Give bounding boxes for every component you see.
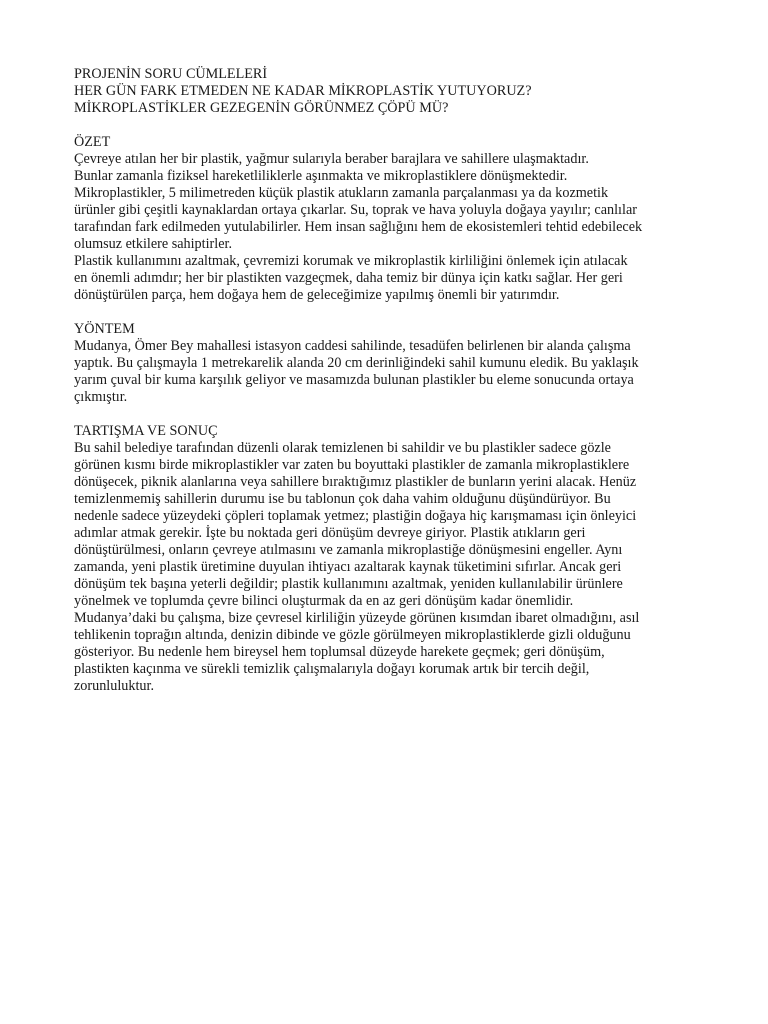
tartisma-section [74, 423, 694, 695]
paragraph-gap [74, 406, 694, 423]
body-line: Bu sahil belediye tarafından düzenli olarak temizlenen bi sahildir ve bu plastikler sadece gözle [74, 440, 611, 456]
body-line: zorunluluktur. [74, 678, 154, 694]
yontem-section [74, 321, 694, 406]
body-line: zamanda, yeni plastik üretimine duyulan ihtiyacı azaltarak kaynak tüketimini sıfırlar. Ancak geri [74, 559, 622, 575]
body-line: adımlar atmak gerekir. İşte bu noktada geri dönüşüm devreye giriyor. Plastik atıkların geri [74, 525, 586, 541]
body-line: dönüştürülmesi, onların çevreye atılmasını ve zamanla mikroplastiğe dönüşmesini engeller. Aynı [74, 542, 623, 558]
body-line: dönüşüm tek başına yeterli değildir; plastik kullanımını azaltmak, yeniden kullanılabilir ürünlere [74, 576, 623, 592]
body-line: Bunlar zamanla fiziksel hareketliliklerle aşınmakta ve mikroplastiklere dönüşmektedir. [74, 168, 568, 184]
body-line: çıkmıştır. [74, 389, 128, 405]
body-line: yarım çuval bir kuma karşılık geliyor ve masamızda bulunan plastikler bu eleme sonucunda ortaya [74, 372, 634, 388]
body-line: tehlikenin toprağın altında, denizin dibinde ve gözle görülmeyen mikroplastiklerde gizli olduğunu [74, 627, 631, 643]
header-line: HER GÜN FARK ETMEDEN NE KADAR MİKROPLASTİK YUTUYORUZ? [74, 83, 532, 99]
body-line: gösteriyor. Bu nedenle hem bireysel hem toplumsal düzeyde harekete geçmek; geri dönüşüm, [74, 644, 605, 660]
document-page [74, 66, 694, 695]
section-heading: YÖNTEM [74, 321, 135, 337]
body-line: nedenle sadece yüzeydeki çöpleri toplamak yetmez; plastiğin doğaya hiç karışmaması için önleyici [74, 508, 637, 524]
body-line: Mudanya’daki bu çalışma, bize çevresel kirliliğin yüzeyde görünen kısımdan ibaret olmadığını, asıl [74, 610, 640, 626]
section-heading: ÖZET [74, 134, 111, 150]
body-line: temizlenmemiş sahillerin durumu ise bu tablonun çok daha vahim olduğunu düşündürüyor. Bu [74, 491, 611, 507]
ozet-section [74, 134, 694, 304]
paragraph-gap [74, 304, 694, 321]
body-line: Mikroplastikler, 5 milimetreden küçük plastik atukların zamanla parçalanması ya da kozmetik [74, 185, 609, 201]
body-line: ürünler gibi çeşitli kaynaklardan ortaya çıkarlar. Su, toprak ve hava yoluyla doğaya yayılır; canlılar [74, 202, 637, 218]
header-line: PROJENİN SORU CÜMLELERİ [74, 66, 268, 82]
body-line: Çevreye atılan her bir plastik, yağmur sularıyla beraber barajlara ve sahillere ulaşmaktadır. [74, 151, 589, 167]
body-line: yaptık. Bu çalışmayla 1 metrekarelik alanda 20 cm derinliğindeki sahil kumunu eledik. Bu yaklaşık [74, 355, 639, 371]
body-line: dönüştürülen parça, hem doğaya hem de geleceğimize yapılmış önemli bir yatırımdır. [74, 287, 560, 303]
body-line: plastikten kaçınma ve sürekli temizlik çalışmalarıyla doğayı korumak artık bir tercih değil, [74, 661, 590, 677]
body-line: yönelmek ve toplumda çevre bilinci oluşturmak da en az geri dönüşüm kadar önemlidir. [74, 593, 574, 609]
body-line: görünen kısmı birde mikroplastikler var zaten bu boyuttaki plastikler de zamanla mikroplastiklere [74, 457, 630, 473]
body-line: tarafından fark edilmeden yutulabilirler. Hem insan sağlığını hem de ekosistemleri tehtid edebilecek [74, 219, 643, 235]
header-line: MİKROPLASTİKLER GEZEGENİN GÖRÜNMEZ ÇÖPÜ MÜ? [74, 100, 449, 116]
body-line: dönüşecek, piknik alanlarına veya sahillere bıraktığımız plastikler de bunların yerini alacak. Henüz [74, 474, 637, 490]
project-questions-header [74, 66, 694, 117]
paragraph-gap [74, 117, 694, 134]
body-line: olumsuz etkilere sahiptirler. [74, 236, 232, 252]
body-line: en önemli adımdır; her bir plastikten vazgeçmek, daha temiz bir dünya için katkı sağlar. Her geri [74, 270, 623, 286]
body-line: Mudanya, Ömer Bey mahallesi istasyon caddesi sahilinde, tesadüfen belirlenen bir alanda çalışma [74, 338, 631, 354]
section-heading: TARTIŞMA VE SONUÇ [74, 423, 218, 439]
body-line: Plastik kullanımını azaltmak, çevremizi korumak ve mikroplastik kirliliğini önlemek için atılacak [74, 253, 628, 269]
